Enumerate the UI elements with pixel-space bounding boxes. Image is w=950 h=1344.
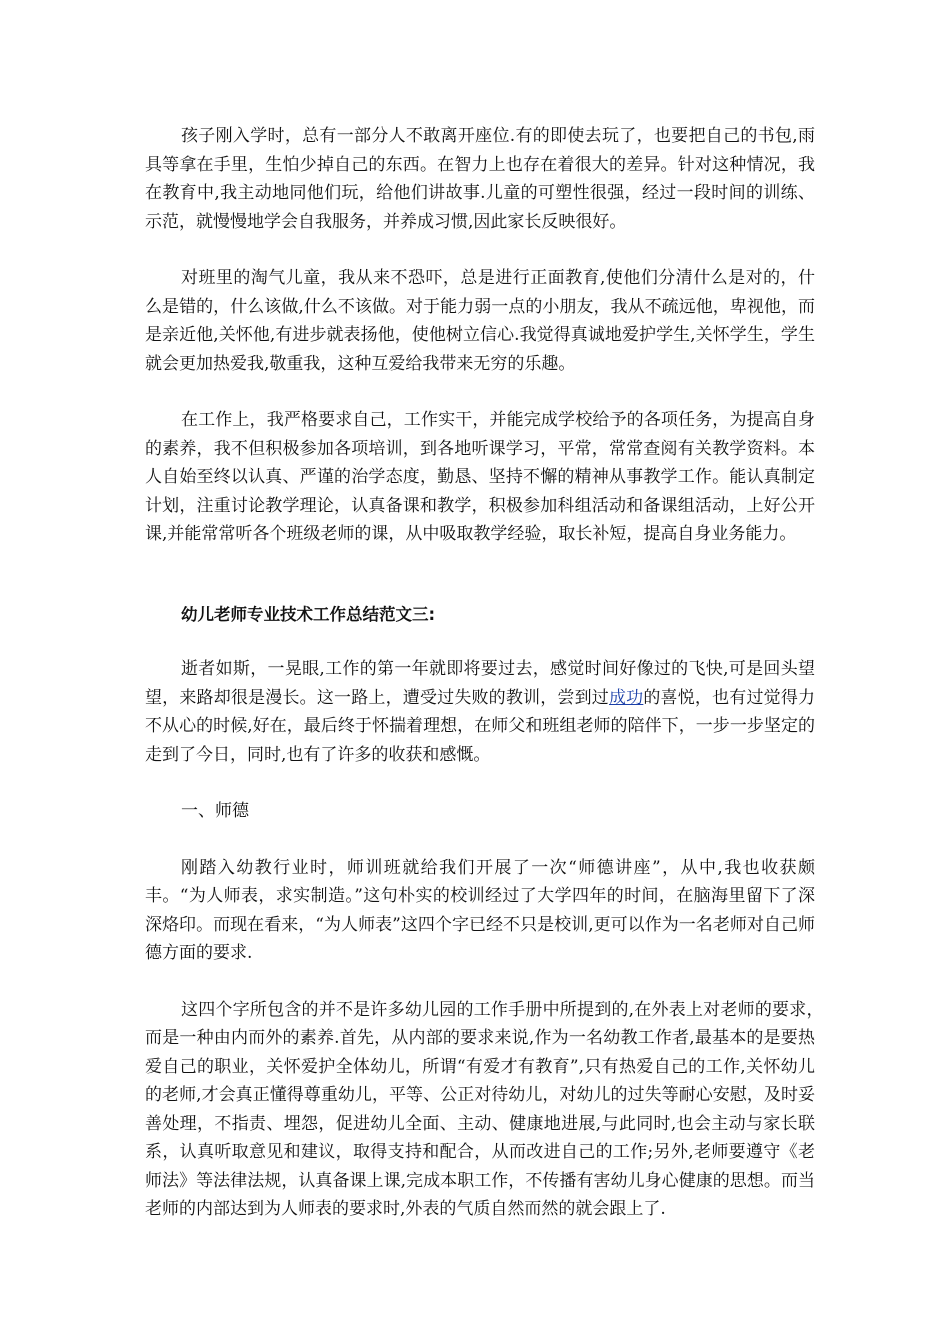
paragraph-children-entering-school: 孩子刚入学时，总有一部分人不敢离开座位.有的即使去玩了，也要把自己的书包,雨具等拿在手里，生怕少掉自己的东西。在智力上也存在着很大的差异。针对这种情况，我在教育中,我主动地同他们玩，给他们讲故事.儿童的可塑性很强，经过一段时间的训练、示范，就慢慢地学会自我服务，并养成习惯,因此家长反映很好。 xyxy=(145,126,815,232)
paragraph-first-year xyxy=(145,655,815,769)
paragraph-ethics-lecture: 刚踏入幼教行业时，师训班就给我们开展了一次“师德讲座”，从中,我也收获颇丰。“为人师表，求实制造。”这句朴实的校训经过了大学四年的时间，在脑海里留下了深深烙印。而现在看来，“为人师表”这四个字已经不只是校训,更可以作为一名老师对自己师德方面的要求. xyxy=(145,857,815,963)
paragraph-naughty-children: 对班里的淘气儿童，我从来不恐吓，总是进行正面教育,使他们分清什么是对的，什么是错的，什么该做,什么不该做。对于能力弱一点的小朋友，我从不疏远他，卑视他，而是亲近他,关怀他,有进步就表扬他，使他树立信心.我觉得真诚地爱护学生,关怀学生，学生就会更加热爱我,敬重我，这种互爱给我带来无穷的乐趣。 xyxy=(145,268,815,374)
paragraph-inner-qualities: 这四个字所包含的并不是许多幼儿园的工作手册中所提到的,在外表上对老师的要求， 而是一种由内而外的素养.首先，从内部的要求来说,作为一名幼教工作者,最基本的是要热爱自己的职业，关怀爱护全体幼儿，所谓“有爱才有教育”,只有热爱自己的工作,关怀幼儿的老师,才会真正懂得尊重幼儿，平等、公正对待幼儿，对幼儿的过失等耐心安慰，及时妥善处理，不指责、埋怨，促进幼儿全面、主动、健康地进展,与此同时,也会主动与家长联系，认真听取意见和建议，取得支持和配合，从而改进自己的工作;另外,老师要遵守《老师法》等法律法规，认真备课上课,完成本职工作，不传播有害幼儿身心健康的思想。而当老师的内部达到为人师表的要求时,外表的气质自然而然的就会跟上了. xyxy=(145,999,832,1219)
subsection-title-teacher-ethics: 一、师德 xyxy=(181,801,249,821)
section-heading: 幼儿老师专业技术工作总结范文三: xyxy=(181,604,436,624)
document-body xyxy=(145,122,832,1252)
paragraph-work-attitude: 在工作上，我严格要求自己，工作实干，并能完成学校给予的各项任务，为提高自身的素养，我不但积极参加各项培训，到各地听课学习，平常，常常查阅有关教学资料。本人自始至终以认真、严谨的治学态度，勤恳、坚持不懈的精神从事教学工作。能认真制定计划，注重讨论教学理论，认真备课和教学，积极参加科组活动和备课组活动，上好公开课,并能常常听各个班级老师的课，从中吸取教学经验，取长补短，提高自身业务能力。 xyxy=(145,410,815,544)
paragraph-first-year-after: 的喜悦，也有过觉得力不从心的时候,好在，最后终于怀揣着理想，在师父和班组老师的陪伴下，一步一步坚定的走到了今日，同时,也有了许多的收获和感慨。 xyxy=(145,687,816,765)
paragraph-first-year-before: 逝者如斯，一晃眼,工作的第一年就即将要过去，感觉时间好像过的飞快,可是回头望望，来路却很是漫长。这一路上，遭受过失败的教训，尝到过 xyxy=(145,659,815,708)
success-link[interactable]: 成功 xyxy=(608,687,644,708)
